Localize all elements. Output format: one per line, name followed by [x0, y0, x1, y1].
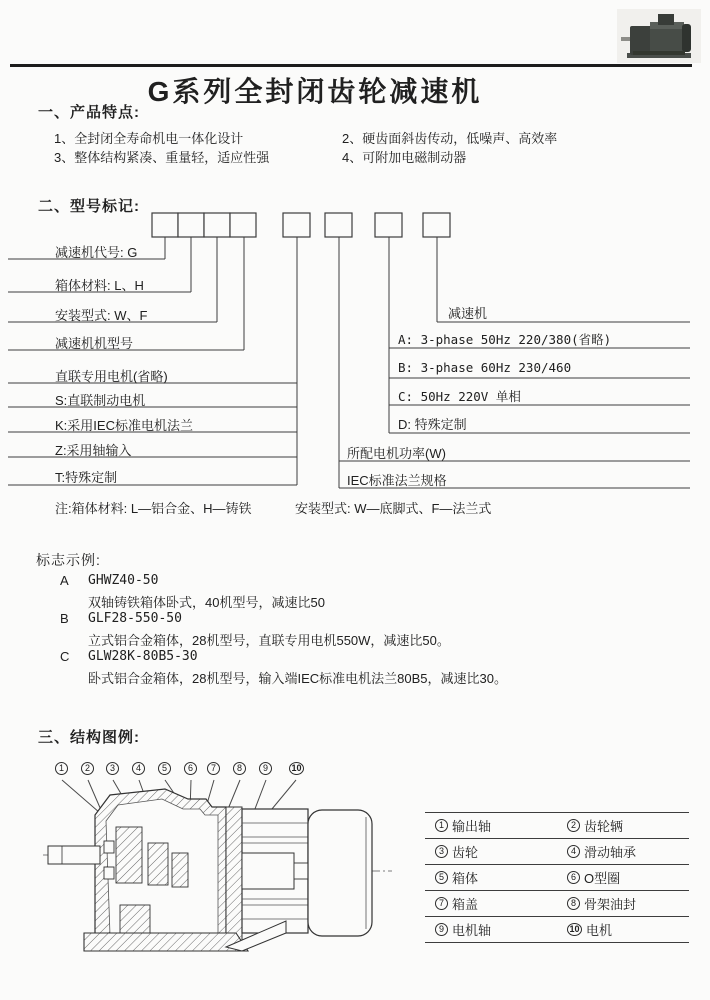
- part-number-icon: 6: [567, 871, 580, 884]
- part-number-icon: 1: [435, 819, 448, 832]
- part-label: 箱体: [452, 871, 479, 886]
- gear-motor-photo-graphic: [617, 9, 701, 63]
- structure-drawing: [40, 755, 440, 990]
- part-label: O型圈: [584, 871, 621, 886]
- part-label: 骨架油封: [584, 897, 637, 912]
- section-model-heading: 二、型号标记:: [38, 198, 140, 215]
- part-cell: [557, 868, 689, 887]
- example-c-letter: C: [60, 649, 70, 664]
- part-number-icon: 3: [435, 845, 448, 858]
- feature-item-3: 3、整体结构紧凑、重量轻，适应性强: [54, 150, 270, 165]
- model-label-power: 所配电机功率(W): [347, 446, 446, 461]
- part-label: 输出轴: [452, 819, 492, 834]
- example-b-desc: 立式铝合金箱体，28机型号，直联专用电机550W，减速比50。: [88, 633, 450, 648]
- part-number-icon: 5: [435, 871, 448, 884]
- part-number-icon: 7: [435, 897, 448, 910]
- part-label: 电机: [586, 923, 613, 938]
- model-label-housing: 箱体材料: L、H: [55, 278, 144, 293]
- model-note-left: 注:箱体材料: L—铝合金、H—铸铁: [55, 501, 252, 516]
- part-label: 齿轮辆: [584, 819, 624, 834]
- model-label-size: 减速机机型号: [55, 336, 134, 351]
- part-cell: [557, 894, 689, 913]
- part-label: 滑动轴承: [584, 845, 637, 860]
- page-title: G系列全封闭齿轮减速机: [147, 76, 483, 107]
- callout-7-icon: 7: [207, 762, 220, 775]
- section-features-heading: 一、产品特点:: [38, 104, 140, 121]
- product-photo: [617, 9, 701, 68]
- model-label-motor-default: 直联专用电机(省略): [55, 369, 168, 384]
- callout-1-icon: 1: [55, 762, 68, 775]
- model-label-code: 减速机代号: G: [55, 245, 138, 260]
- callout-9-icon: 9: [259, 762, 272, 775]
- part-cell: [425, 816, 557, 835]
- callout-5-icon: 5: [158, 762, 171, 775]
- part-cell: [425, 842, 557, 861]
- model-label-k: K:采用IEC标准电机法兰: [55, 418, 193, 433]
- motor-body: [242, 809, 372, 936]
- model-label-t: T:特殊定制: [55, 470, 118, 485]
- callout-2-icon: 2: [81, 762, 94, 775]
- parts-table: [425, 812, 689, 943]
- examples-heading: 标志示例:: [36, 552, 101, 568]
- example-b-code: GLF28-550-50: [88, 611, 182, 626]
- motor-flange: [226, 807, 242, 943]
- motor-end-cap: [308, 810, 372, 936]
- model-label-voltage-b: B: 3-phase 60Hz 230/460: [398, 360, 572, 375]
- output-shaft: [48, 846, 100, 864]
- model-label-s: S:直联制动电机: [55, 393, 146, 408]
- model-note-right: 安装型式: W—底脚式、F—法兰式: [295, 501, 492, 516]
- section-structure-heading: 三、结构图例:: [38, 729, 140, 746]
- part-label: 电机轴: [452, 923, 492, 938]
- feature-item-1: 1、全封闭全寿命机电一体化设计: [54, 131, 244, 146]
- example-b-letter: B: [60, 611, 69, 626]
- motor-rotor: [242, 853, 294, 889]
- model-label-iec-flange: IEC标准法兰规格: [347, 473, 447, 488]
- table-row: [425, 916, 689, 943]
- table-row: [425, 864, 689, 890]
- header-rule: [10, 64, 692, 67]
- part-cell: [557, 816, 689, 835]
- table-row: [425, 812, 689, 838]
- callout-6-icon: 6: [184, 762, 197, 775]
- example-c-code: GLW28K-80B5-30: [88, 649, 198, 664]
- model-label-voltage-c: C: 50Hz 220V 单相: [398, 389, 521, 404]
- model-code-boxes: [152, 213, 450, 237]
- feature-item-4: 4、可附加电磁制动器: [342, 150, 467, 165]
- part-cell: [425, 894, 557, 913]
- part-number-icon: 8: [567, 897, 580, 910]
- example-a-code: GHWZ40-50: [88, 573, 159, 588]
- callout-10-icon: 10: [289, 762, 304, 775]
- part-number-icon: 2: [567, 819, 580, 832]
- part-number-icon: 4: [567, 845, 580, 858]
- callout-3-icon: 3: [106, 762, 119, 775]
- part-cell: [425, 868, 557, 887]
- part-number-icon: 10: [567, 923, 582, 936]
- part-cell: [425, 920, 557, 939]
- part-cell: [557, 920, 689, 939]
- part-number-icon: 9: [435, 923, 448, 936]
- example-c-desc: 卧式铝合金箱体，28机型号，输入端IEC标准电机法兰80B5，减速比30。: [88, 671, 507, 686]
- model-label-voltage-d: D: 特殊定制: [398, 417, 467, 432]
- part-cell: [557, 842, 689, 861]
- example-a-desc: 双轴铸铁箱体卧式，40机型号，减速比50: [88, 595, 325, 610]
- model-label-z: Z:采用轴输入: [55, 443, 132, 458]
- table-row: [425, 890, 689, 916]
- callout-4-icon: 4: [132, 762, 145, 775]
- callout-8-icon: 8: [233, 762, 246, 775]
- model-label-reducer: 减速机: [448, 306, 488, 321]
- model-label-voltage-a: A: 3-phase 50Hz 220/380(省略): [398, 332, 612, 347]
- feature-item-2: 2、硬齿面斜齿传动，低噪声、高效率: [342, 131, 558, 146]
- example-a-letter: A: [60, 573, 69, 588]
- table-row: [425, 838, 689, 864]
- model-label-mount: 安装型式: W、F: [55, 308, 148, 323]
- part-label: 箱盖: [452, 897, 479, 912]
- part-label: 齿轮: [452, 845, 479, 860]
